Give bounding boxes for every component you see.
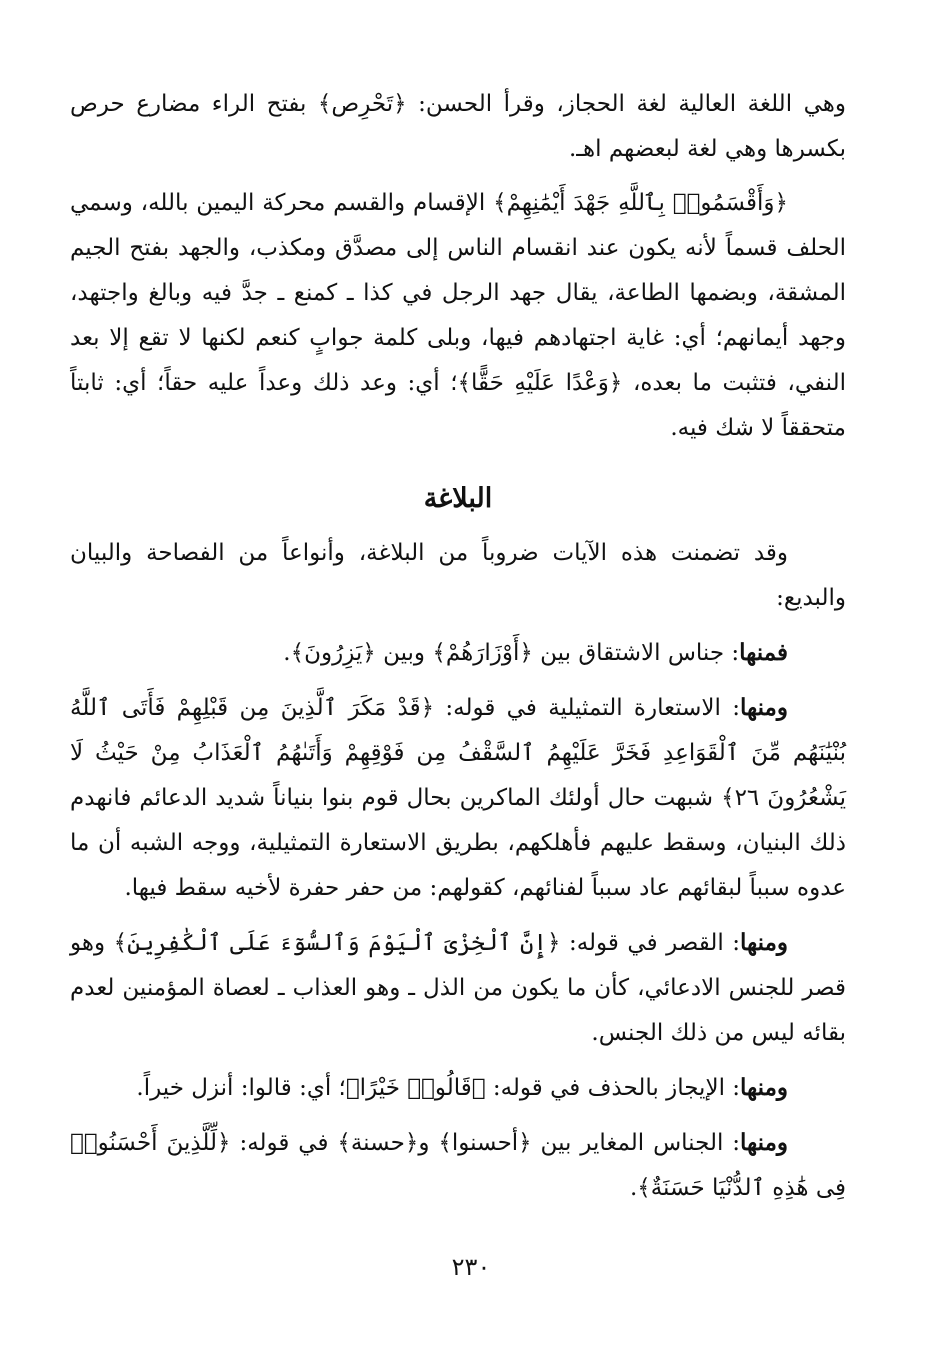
text-segment: وهو قصر للجنس الادعائي، كأن ما يكون من الذل ـ وهو العذاب ـ لعصاة المؤمنين لعدم بقائه ليس من ذلك الجنس. xyxy=(70,930,846,1046)
text-segment: بفتح الراء مضارع حرص بكسرها وهي لغة لبعضهم اهـ. xyxy=(70,91,846,162)
text-block-main xyxy=(70,531,846,1211)
lead-word: ومنها xyxy=(740,1074,788,1101)
quran-quote: ﴿حسنة﴾ xyxy=(337,1130,419,1156)
paragraph xyxy=(70,181,846,451)
text-segment: في قوله: xyxy=(230,1130,338,1156)
text-segment: وقد تضمنت هذه الآيات ضروباً من البلاغة، وأنواعاً من الفصاحة والبيان والبديع: xyxy=(70,540,846,611)
text-segment: . xyxy=(283,640,291,666)
quran-quote: ﴿لِّلَّذِينَ أَحْسَنُوا۟ فِى هَٰذِهِ ٱلدُّنْيَا حَسَنَةٌ﴾ xyxy=(70,1130,846,1201)
page-number: ٢٣٠ xyxy=(451,1253,491,1281)
text-segment: ؛ أي: وعد ذلك وعداً عليه حقاً؛ أي: ثابتاً متحققاً لا شك فيه. xyxy=(70,370,846,441)
quran-quote: ﴿أحسنوا﴾ xyxy=(438,1130,532,1156)
text-segment: : القصر في قوله: xyxy=(560,930,741,956)
page-body xyxy=(70,82,846,1220)
quran-quote: ﴿إِنَّ ٱلْخِزْىَ ٱلْيَوْمَ وَٱلسُّوٓءَ عَلَى ٱلْكَٰفِرِينَ﴾ xyxy=(113,930,561,956)
quran-quote: ﴿تَحْرِص﴾ xyxy=(317,91,407,117)
text-segment: و xyxy=(418,1130,439,1156)
text-block-top xyxy=(70,82,846,451)
lead-word: ومنها xyxy=(740,694,788,721)
text-segment: . xyxy=(629,1175,638,1201)
quran-quote: ﴿وَأَقْسَمُوا۟ بِٱللَّهِ جَهْدَ أَيْمَٰنِهِمْ﴾ xyxy=(493,190,789,216)
quran-quote: ﴿يَزِرُونَ﴾ xyxy=(290,640,376,666)
text-segment: : الجناس المغاير بين xyxy=(531,1130,741,1156)
lead-word: ومنها xyxy=(740,1129,788,1156)
text-segment: وبين xyxy=(375,640,433,666)
quran-quote: ﴿أَوْزَارَهُمْ﴾ xyxy=(432,640,533,666)
text-segment: ؛ أي: قالوا: أنزل خيراً. xyxy=(136,1075,346,1101)
text-segment: الإقسام والقسم محركة اليمين بالله، وسمي الحلف قسماً لأنه يكون عند انقسام الناس إلى مصدَّق ومكذب، والجهد بفتح الجيم المشقة، وبضمها الطاعة، يقال جهد الرجل في كذا ـ كمنع ـ جدَّ فيه وبالغ واجتهد، وجهد أيمانهم؛ أي: غاية اجتهادهم فيها، وبلى كلمة جوابٍ كنعم لكنها لا تقع إلا بعد النفي، فتثبت ما بعده، xyxy=(70,190,846,396)
paragraph xyxy=(70,1120,846,1211)
paragraph xyxy=(70,82,846,172)
paragraph xyxy=(70,531,846,621)
quran-quote: ﴿قَالُوا۟ خَيْرًا﴾ xyxy=(345,1075,486,1101)
paragraph xyxy=(70,920,846,1056)
text-segment: وهي اللغة العالية لغة الحجاز، وقرأ الحسن: xyxy=(406,91,846,117)
quran-quote: ﴿وَعْدًا عَلَيْهِ حَقًّا﴾ xyxy=(457,370,623,396)
text-segment: : الإيجاز بالحذف في قوله: xyxy=(485,1075,741,1101)
text-segment: : جناس الاشتقاق بين xyxy=(532,640,740,666)
lead-word: ومنها xyxy=(740,929,788,956)
text-segment: شبهت حال أولئك الماكرين بحال قوم بنوا بنياناً شديد الدعائم فانهدم ذلك البنيان، وسقط عليهم فأهلكهم، بطريق الاستعارة التمثيلية، ووجه الشبه أن ما عدوه سبباً لبقائهم عاد سبباً لفنائهم، كقولهم: من حفر حفرة لأخيه سقط فيها. xyxy=(70,785,846,901)
section-heading: البلاغة xyxy=(423,483,493,514)
paragraph xyxy=(70,1065,846,1111)
text-segment: : الاستعارة التمثيلية في قوله: xyxy=(434,695,740,721)
paragraph xyxy=(70,630,846,676)
quran-quote: ﴿قَدْ مَكَرَ ٱلَّذِينَ مِن قَبْلِهِمْ فَأَتَى ٱللَّهُ بُنْيَٰنَهُم مِّنَ ٱلْقَوَاعِدِ فَخَرَّ عَلَيْهِمُ ٱلسَّقْفُ مِن فَوْقِهِمْ وَأَتَىٰهُمُ ٱلْعَذَابُ مِنْ حَيْثُ لَا يَشْعُرُونَ ٢٦﴾ xyxy=(70,695,847,811)
paragraph xyxy=(70,685,846,911)
lead-word: فمنها xyxy=(739,639,788,666)
